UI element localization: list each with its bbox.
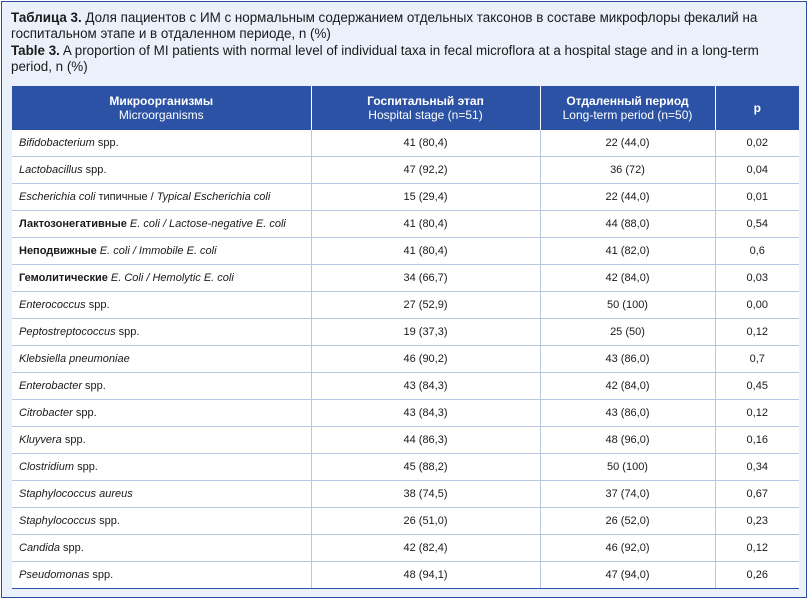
cell-hospital-stage: 43 (84,3) (311, 400, 540, 427)
caption-ru-label: Таблица 3. (11, 10, 82, 25)
cell-hospital-stage: 47 (92,2) (311, 157, 540, 184)
header-hospital-stage (311, 86, 540, 130)
microorganism-name-part: Staphylococcus (19, 515, 97, 527)
cell-microorganism (12, 481, 311, 508)
header-en: Hospital stage (n=51) (368, 108, 483, 122)
cell-p-value: 0,04 (715, 157, 799, 184)
cell-long-term: 47 (94,0) (540, 562, 715, 589)
table-row (12, 562, 799, 589)
table-row (12, 211, 799, 238)
table-row (12, 346, 799, 373)
cell-long-term: 22 (44,0) (540, 130, 715, 157)
cell-long-term: 25 (50) (540, 319, 715, 346)
table-row (12, 238, 799, 265)
cell-p-value: 0,12 (715, 400, 799, 427)
table-row (12, 427, 799, 454)
table-row (12, 400, 799, 427)
table-row (12, 184, 799, 211)
cell-hospital-stage: 48 (94,1) (311, 562, 540, 589)
cell-hospital-stage: 42 (82,4) (311, 535, 540, 562)
cell-long-term: 44 (88,0) (540, 211, 715, 238)
header-en: Long-term period (n=50) (562, 108, 693, 122)
caption-english (11, 43, 801, 74)
cell-microorganism (12, 319, 311, 346)
microorganism-name-part: Enterococcus (19, 299, 86, 311)
caption-ru-text: Доля пациентов с ИМ с нормальным содержанием отдельных таксонов в составе микрофлоры фекалий на госпитальном этапе и в отдаленном периоде, n (%) (11, 10, 758, 41)
microorganism-name-part: Bifidobacterium (19, 137, 95, 149)
cell-long-term: 41 (82,0) (540, 238, 715, 265)
microorganism-name-part: E. Coli / Hemolytic E. coli (107, 272, 234, 284)
microorganism-name-part: spp. (59, 542, 84, 554)
microorganism-name-part: Лактозонегативные (19, 218, 127, 230)
table-row (12, 319, 799, 346)
cell-p-value: 0,16 (715, 427, 799, 454)
microorganism-name-part: Candida (19, 542, 60, 554)
cell-hospital-stage: 26 (51,0) (311, 508, 540, 535)
microorganism-name-part: E. coli / Immobile E. coli (96, 245, 217, 257)
table-frame (1, 1, 807, 598)
cell-p-value: 0,00 (715, 292, 799, 319)
table-row (12, 454, 799, 481)
cell-hospital-stage: 41 (80,4) (311, 130, 540, 157)
table-row (12, 157, 799, 184)
data-table (12, 86, 799, 589)
cell-long-term: 37 (74,0) (540, 481, 715, 508)
header-p (715, 86, 799, 130)
microorganism-name-part: Clostridium (19, 461, 75, 473)
microorganism-name-part: spp. (85, 299, 110, 311)
cell-long-term: 22 (44,0) (540, 184, 715, 211)
cell-p-value: 0,67 (715, 481, 799, 508)
cell-microorganism (12, 454, 311, 481)
cell-p-value: 0,01 (715, 184, 799, 211)
header-en: Microorganisms (118, 108, 204, 122)
cell-microorganism (12, 427, 311, 454)
cell-p-value: 0,34 (715, 454, 799, 481)
cell-microorganism (12, 508, 311, 535)
microorganism-name-part: spp. (61, 434, 86, 446)
cell-hospital-stage: 19 (37,3) (311, 319, 540, 346)
table-body (12, 130, 799, 589)
cell-long-term: 46 (92,0) (540, 535, 715, 562)
cell-p-value: 0,45 (715, 373, 799, 400)
microorganism-name-part: Typical Escherichia coli (156, 191, 271, 203)
microorganism-name-part: spp. (82, 164, 107, 176)
microorganism-name-part: Citrobacter (19, 407, 73, 419)
microorganism-name-part: Lactobacillus (19, 164, 83, 176)
header-long-term (540, 86, 715, 130)
cell-hospital-stage: 38 (74,5) (311, 481, 540, 508)
table-row (12, 292, 799, 319)
cell-hospital-stage: 15 (29,4) (311, 184, 540, 211)
cell-microorganism (12, 265, 311, 292)
cell-microorganism (12, 562, 311, 589)
cell-hospital-stage: 44 (86,3) (311, 427, 540, 454)
microorganism-name-part: Staphylococcus aureus (19, 488, 133, 500)
cell-p-value: 0,54 (715, 211, 799, 238)
cell-long-term: 43 (86,0) (540, 346, 715, 373)
cell-long-term: 42 (84,0) (540, 265, 715, 292)
microorganism-name-part: Enterobacter (19, 380, 82, 392)
cell-hospital-stage: 41 (80,4) (311, 238, 540, 265)
cell-long-term: 36 (72) (540, 157, 715, 184)
cell-long-term: 26 (52,0) (540, 508, 715, 535)
microorganism-name-part: spp. (72, 407, 97, 419)
microorganism-name-part: типичные / (95, 191, 157, 203)
microorganism-name-part: Klebsiella pneumoniae (19, 353, 130, 365)
header-ru: Микроорганизмы (109, 94, 214, 108)
cell-microorganism (12, 400, 311, 427)
cell-microorganism (12, 346, 311, 373)
microorganism-name-part: spp. (89, 569, 114, 581)
cell-microorganism (12, 184, 311, 211)
caption-russian (11, 10, 801, 41)
cell-hospital-stage: 43 (84,3) (311, 373, 540, 400)
cell-microorganism (12, 373, 311, 400)
microorganism-name-part: Pseudomonas (19, 569, 90, 581)
header-ru: Отдаленный период (566, 94, 689, 108)
table-row (12, 535, 799, 562)
cell-microorganism (12, 157, 311, 184)
cell-microorganism (12, 211, 311, 238)
cell-long-term: 48 (96,0) (540, 427, 715, 454)
caption-en-label: Table 3. (11, 43, 60, 58)
microorganism-name-part: spp. (96, 515, 120, 527)
cell-long-term: 50 (100) (540, 292, 715, 319)
table-row (12, 265, 799, 292)
microorganism-name-part: spp. (81, 380, 106, 392)
cell-p-value: 0,03 (715, 265, 799, 292)
header-microorganisms (12, 86, 311, 130)
microorganism-name-part: spp. (94, 137, 119, 149)
cell-hospital-stage: 27 (52,9) (311, 292, 540, 319)
cell-microorganism (12, 535, 311, 562)
cell-hospital-stage: 41 (80,4) (311, 211, 540, 238)
cell-p-value: 0,12 (715, 535, 799, 562)
cell-long-term: 50 (100) (540, 454, 715, 481)
cell-microorganism (12, 130, 311, 157)
microorganism-name-part: Kluyvera (19, 434, 62, 446)
cell-microorganism (12, 238, 311, 265)
cell-hospital-stage: 46 (90,2) (311, 346, 540, 373)
cell-p-value: 0,7 (715, 346, 799, 373)
microorganism-name-part: spp. (115, 326, 140, 338)
cell-p-value: 0,23 (715, 508, 799, 535)
table-row (12, 373, 799, 400)
microorganism-name-part: Peptostreptococcus (19, 326, 116, 338)
cell-hospital-stage: 34 (66,7) (311, 265, 540, 292)
microorganism-name-part: Неподвижные (19, 245, 97, 257)
header-row (12, 86, 799, 130)
header-p-label: p (753, 101, 761, 115)
table-caption (11, 10, 801, 74)
table-row (12, 508, 799, 535)
cell-microorganism (12, 292, 311, 319)
microorganism-name-part: Гемолитические (19, 272, 108, 284)
microorganism-name-part: spp. (74, 461, 98, 473)
microorganism-name-part: Escherichia coli (19, 191, 96, 203)
caption-en-text: A proportion of MI patients with normal level of individual taxa in fecal microflora at a hospital stage and in a long-term period, n (%) (11, 43, 759, 74)
table-row (12, 130, 799, 157)
cell-hospital-stage: 45 (88,2) (311, 454, 540, 481)
cell-p-value: 0,02 (715, 130, 799, 157)
cell-p-value: 0,12 (715, 319, 799, 346)
cell-long-term: 42 (84,0) (540, 373, 715, 400)
table-row (12, 481, 799, 508)
cell-p-value: 0,26 (715, 562, 799, 589)
cell-long-term: 43 (86,0) (540, 400, 715, 427)
microorganism-name-part: E. coli / Lactose-negative E. coli (126, 218, 286, 230)
header-ru: Госпитальный этап (367, 94, 484, 108)
cell-p-value: 0,6 (715, 238, 799, 265)
